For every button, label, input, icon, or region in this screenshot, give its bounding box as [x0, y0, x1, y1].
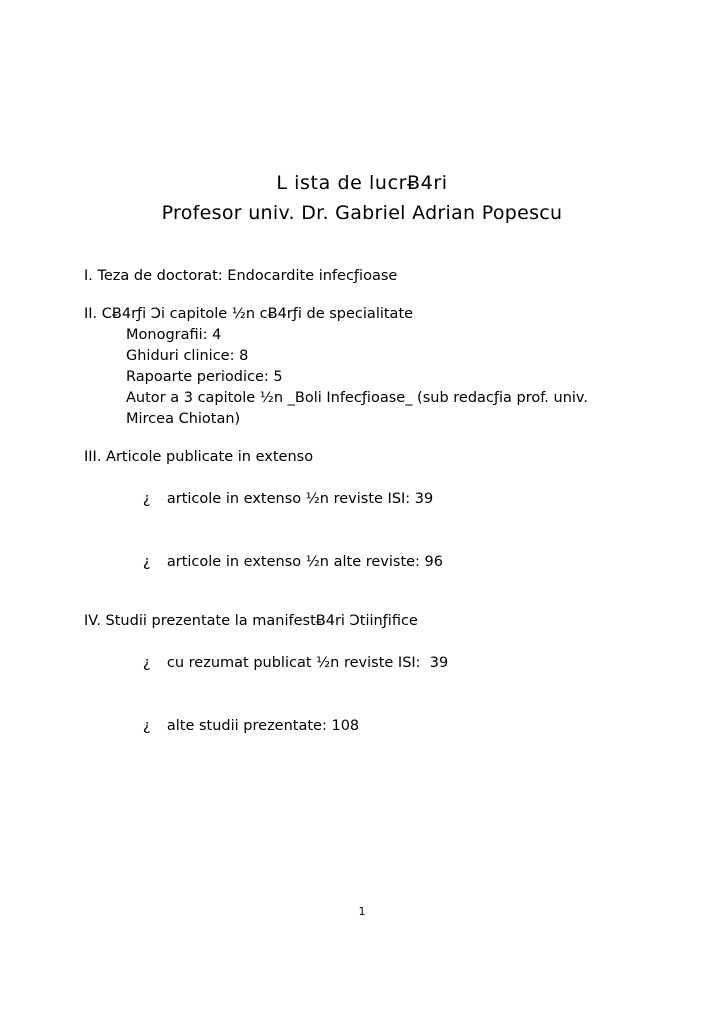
list-item [84, 632, 644, 695]
document-title-block [0, 168, 724, 228]
bullet-icon: ¿ [142, 655, 151, 671]
list-item [84, 468, 644, 531]
list-item [84, 531, 644, 594]
list-item [84, 695, 644, 758]
list-item-label: cu rezumat publicat ½n reviste ISI: 39 [166, 655, 449, 671]
page-title: L ista de lucrɃ4ri [276, 172, 448, 194]
bullet-icon: ¿ [142, 554, 151, 570]
page-number: 1 [358, 905, 366, 918]
list-item: Ghiduri clinice: 8 [126, 348, 249, 364]
list-item-label: articole in extenso ½n alte reviste: 96 [166, 554, 444, 570]
section-iv [84, 611, 644, 758]
page-subtitle: Profesor univ. Dr. Gabriel Adrian Popescu [161, 202, 563, 224]
section-heading: I. Teza de doctorat: Endocardite infecƒioase [84, 268, 398, 284]
list-item: Rapoarte periodice: 5 [126, 369, 283, 385]
bullet-icon: ¿ [142, 718, 151, 734]
section-heading: II. CɃ4rƒi Ɔi capitole ½n cɃ4rƒi de specialitate [84, 306, 414, 322]
list-item: Mircea Chiotan) [126, 411, 241, 427]
section-ii [84, 304, 644, 430]
section-i [84, 266, 644, 287]
section-heading: IV. Studii prezentate la manifestɃ4ri Ɔtiinƒifice [84, 613, 418, 629]
section-iii [84, 447, 644, 594]
document-body [84, 266, 644, 775]
list-item-label: alte studii prezentate: 108 [166, 718, 360, 734]
list-item: Monografii: 4 [126, 327, 222, 343]
list-item-label: articole in extenso ½n reviste ISI: 39 [166, 491, 434, 507]
list-item: Autor a 3 capitole ½n _Boli Infecƒioase_ (sub redacƒia prof. univ. [126, 390, 588, 406]
section-heading: III. Articole publicate in extenso [84, 449, 314, 465]
bullet-icon: ¿ [142, 491, 151, 507]
